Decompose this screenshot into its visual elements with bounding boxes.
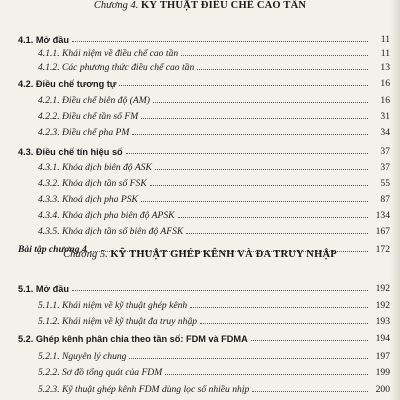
toc-entry-label: 4.2.2. Điều chế tần số FM bbox=[38, 111, 139, 122]
toc-entry-label: 4.1. Mở đầu bbox=[18, 35, 69, 45]
dot-leader bbox=[251, 340, 368, 341]
toc-entry-page-number: 192 bbox=[375, 300, 390, 311]
toc-entry-label: 4.1.2. Các phương thức điều chế cao tần bbox=[38, 62, 195, 73]
toc-entry-section bbox=[18, 330, 390, 344]
toc-entry-page-number: 11 bbox=[380, 48, 390, 59]
toc-entry-page-number: 37 bbox=[380, 162, 390, 173]
chapter-4-heading bbox=[0, 0, 400, 11]
toc-entry-sub bbox=[38, 297, 390, 311]
dot-leader bbox=[178, 217, 368, 218]
toc-entry-page-number: 55 bbox=[380, 178, 390, 189]
chapter-5-number: Chương 5. bbox=[63, 249, 108, 260]
toc-entry-page-number: 16 bbox=[380, 95, 390, 106]
chapter-5-title: KỸ THUẬT GHÉP KÊNH VÀ ĐA TRUY NHẬP bbox=[110, 249, 337, 260]
toc-entry-sub bbox=[38, 45, 390, 59]
toc-entry-sub bbox=[38, 381, 390, 395]
toc-entry-label: 4.3. Điều chế tín hiệu số bbox=[18, 147, 123, 157]
toc-entry-page-number: 11 bbox=[380, 34, 390, 45]
toc-entry-sub bbox=[38, 108, 390, 122]
toc-entry-label: Bài tập chương 4 bbox=[18, 244, 87, 255]
dot-leader bbox=[129, 358, 368, 359]
toc-entry-page-number: 192 bbox=[375, 283, 390, 294]
toc-entry-label: 4.1.1. Khái niệm về điều chế cao tần bbox=[38, 48, 179, 59]
dot-leader bbox=[126, 153, 368, 154]
toc-entry-sub bbox=[38, 175, 390, 189]
toc-entry-label: 5.2.2. Sơ đồ tổng quát của FDM bbox=[38, 367, 163, 378]
toc-entry-section bbox=[18, 143, 390, 157]
toc-entry-label: 4.3.5. Khóa dịch tần số biên độ AFSK bbox=[38, 226, 184, 237]
toc-entry-page-number: 16 bbox=[380, 78, 390, 89]
page-edge-shadow bbox=[390, 0, 400, 400]
toc-entry-sub bbox=[38, 191, 390, 205]
toc-entry-label: 5.2. Ghép kênh phân chia theo tần số: FDM và FDMA bbox=[18, 334, 248, 344]
dot-leader bbox=[252, 391, 368, 392]
toc-entry-label: 4.2.3. Điều chế pha PM bbox=[38, 127, 130, 138]
toc-entry-label: 4.2.1. Điều chế biên độ (AM) bbox=[38, 95, 150, 106]
toc-entry-sub bbox=[38, 159, 390, 173]
dot-leader bbox=[72, 290, 368, 291]
dot-leader bbox=[186, 233, 368, 234]
toc-entry-label: 5.2.1. Nguyên lý chung bbox=[38, 351, 127, 362]
toc-entry-label: 4.3.3. Khoá dịch pha PSK bbox=[38, 194, 138, 205]
toc-entry-page-number: 134 bbox=[375, 210, 390, 221]
toc-entry-page-number: 31 bbox=[380, 111, 390, 122]
dot-leader bbox=[200, 323, 368, 324]
toc-entry-sub bbox=[38, 348, 390, 362]
dot-leader bbox=[132, 134, 368, 135]
toc-entry-label: 5.1. Mở đầu bbox=[18, 284, 69, 294]
toc-entry-sub bbox=[38, 92, 390, 106]
toc-entry-page-number: 34 bbox=[380, 127, 390, 138]
dot-leader bbox=[181, 55, 368, 56]
dot-leader bbox=[141, 201, 368, 202]
toc-entry-sub bbox=[38, 207, 390, 221]
toc-entry-section bbox=[18, 75, 390, 89]
toc-entry-section bbox=[18, 280, 390, 294]
toc-entry-section bbox=[18, 31, 390, 45]
toc-entry-label: 4.3.2. Khóa dịch tần số FSK bbox=[38, 178, 147, 189]
toc-entry-sub bbox=[38, 313, 390, 327]
toc-entry-page-number: 13 bbox=[380, 62, 390, 73]
chapter-5-heading bbox=[0, 249, 400, 260]
toc-entry-label: 4.2. Điều chế tương tự bbox=[18, 79, 117, 89]
toc-entry-label: 5.1.1. Khái niệm về kỹ thuật ghép kênh bbox=[38, 300, 188, 311]
toc-entry-sub bbox=[38, 223, 390, 237]
dot-leader bbox=[155, 169, 368, 170]
dot-leader bbox=[197, 69, 368, 70]
dot-leader bbox=[150, 185, 368, 186]
toc-entry-sub bbox=[38, 124, 390, 138]
toc-entry-label: 5.2.3. Kỹ thuật ghép kênh FDM dùng lọc số nhiều nhịp bbox=[38, 384, 250, 395]
toc-entry-page-number: 172 bbox=[375, 244, 390, 255]
toc-entry-page-number: 37 bbox=[380, 146, 390, 157]
toc-entry-page-number: 87 bbox=[380, 194, 390, 205]
toc-entry-sub bbox=[38, 59, 390, 73]
dot-leader bbox=[119, 85, 368, 86]
toc-entry-page-number: 197 bbox=[375, 351, 390, 362]
dot-leader bbox=[72, 41, 368, 42]
toc-entry-label: 4.3.1. Khóa dịch biên độ ASK bbox=[38, 162, 152, 173]
toc-entry-page-number: 194 bbox=[375, 333, 390, 344]
toc-entry-page-number: 199 bbox=[375, 367, 390, 378]
chapter-4-number: Chương 4. bbox=[93, 0, 139, 11]
toc-entry-page-number: 200 bbox=[375, 384, 390, 395]
dot-leader bbox=[190, 307, 368, 308]
toc-entry-label: 4.3.4. Khóa dịch pha biên độ APSK bbox=[38, 210, 175, 221]
dot-leader bbox=[165, 374, 368, 375]
toc-entry-page-number: 193 bbox=[375, 316, 390, 327]
chapter-4-title: KỸ THUẬT ĐIỀU CHẾ CAO TẦN bbox=[141, 0, 307, 11]
dot-leader bbox=[141, 118, 368, 119]
dot-leader bbox=[153, 102, 368, 103]
toc-entry-label: 5.1.2. Khái niệm về kỹ thuật đa truy nhập bbox=[38, 316, 198, 327]
toc-entry-page-number: 167 bbox=[375, 226, 390, 237]
toc-entry-sub bbox=[38, 364, 390, 378]
